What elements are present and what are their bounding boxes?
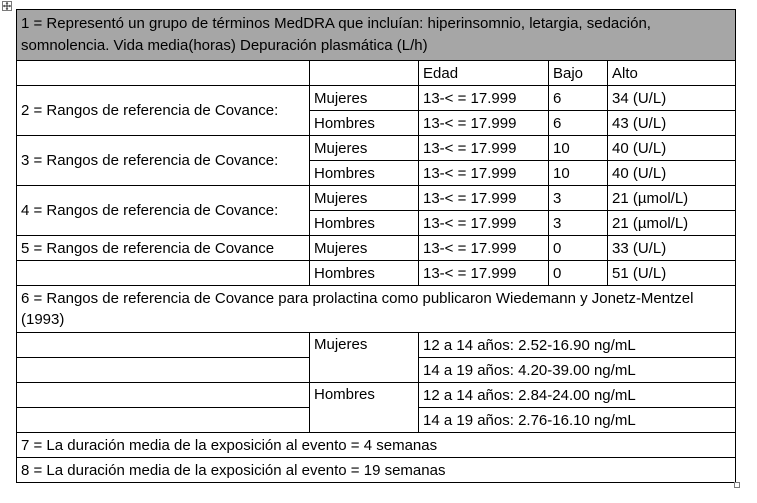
table-row (17, 61, 736, 86)
edad-cell: 13-< = 17.999 (419, 111, 549, 136)
footnote-8: 8 = La duración media de la exposición al evento = 19 semanas (17, 458, 736, 483)
alto-cell: 40 (U/L) (608, 136, 736, 161)
footnote-5-label: 5 = Rangos de referencia de Covance (17, 236, 310, 261)
empty-cell (17, 383, 310, 408)
edad-cell: 13-< = 17.999 (419, 136, 549, 161)
alto-cell: 43 (U/L) (608, 111, 736, 136)
sex-cell: Mujeres (310, 86, 419, 111)
edad-cell: 13-< = 17.999 (419, 261, 549, 286)
footnote-2-label: 2 = Rangos de referencia de Covance: (17, 86, 310, 136)
prolactin-hombres: Hombres (310, 383, 419, 433)
bajo-cell: 6 (549, 86, 608, 111)
sex-cell: Hombres (310, 261, 419, 286)
sex-cell: Hombres (310, 211, 419, 236)
header-edad: Edad (419, 61, 549, 86)
prolactin-mujeres: Mujeres (310, 333, 419, 383)
table-row (17, 261, 736, 286)
empty-cell (17, 358, 310, 383)
prolactin-range: 14 a 19 años: 2.76-16.10 ng/mL (419, 408, 736, 433)
footnote-1: 1 = Representó un grupo de términos MedDRA que incluían: hiperinsomnio, letargia, sedación, somnolencia. Vida media(horas) Depuración plasmática (L/h) (17, 10, 736, 61)
table-row (17, 333, 736, 358)
alto-cell: 33 (U/L) (608, 236, 736, 261)
sex-cell: Hombres (310, 161, 419, 186)
empty-cell (17, 408, 310, 433)
table-row (17, 236, 736, 261)
sex-cell: Mujeres (310, 136, 419, 161)
header-alto: Alto (608, 61, 736, 86)
footnotes-table (16, 9, 736, 483)
edad-cell: 13-< = 17.999 (419, 161, 549, 186)
sex-cell: Mujeres (310, 186, 419, 211)
table-row (17, 433, 736, 458)
table-row (17, 86, 736, 111)
alto-cell: 51 (U/L) (608, 261, 736, 286)
footnote-3-label: 3 = Rangos de referencia de Covance: (17, 136, 310, 186)
bajo-cell: 10 (549, 136, 608, 161)
edad-cell: 13-< = 17.999 (419, 236, 549, 261)
table-move-handle-icon[interactable] (2, 1, 12, 11)
prolactin-range: 12 a 14 años: 2.84-24.00 ng/mL (419, 383, 736, 408)
table-row (17, 383, 736, 408)
footnote-4-label: 4 = Rangos de referencia de Covance: (17, 186, 310, 236)
footnote-7: 7 = La duración media de la exposición al evento = 4 semanas (17, 433, 736, 458)
edad-cell: 13-< = 17.999 (419, 211, 549, 236)
table-resize-handle-icon[interactable] (734, 482, 740, 488)
table-row (17, 186, 736, 211)
edad-cell: 13-< = 17.999 (419, 186, 549, 211)
table-row (17, 286, 736, 333)
bajo-cell: 0 (549, 236, 608, 261)
alto-cell: 21 (µmol/L) (608, 186, 736, 211)
bajo-cell: 3 (549, 186, 608, 211)
alto-cell: 21 (µmol/L) (608, 211, 736, 236)
prolactin-range: 12 a 14 años: 2.52-16.90 ng/mL (419, 333, 736, 358)
empty-cell (17, 333, 310, 358)
empty-cell (310, 61, 419, 86)
sex-cell: Mujeres (310, 236, 419, 261)
alto-cell: 40 (U/L) (608, 161, 736, 186)
table-row (17, 136, 736, 161)
prolactin-range: 14 a 19 años: 4.20-39.00 ng/mL (419, 358, 736, 383)
table-row (17, 10, 736, 61)
alto-cell: 34 (U/L) (608, 86, 736, 111)
empty-cell (17, 261, 310, 286)
table-row (17, 458, 736, 483)
header-bajo: Bajo (549, 61, 608, 86)
edad-cell: 13-< = 17.999 (419, 86, 549, 111)
footnote-6: 6 = Rangos de referencia de Covance para prolactina como publicaron Wiedemann y Jonetz-Mentzel (1993) (17, 286, 736, 333)
empty-cell (17, 61, 310, 86)
bajo-cell: 6 (549, 111, 608, 136)
sex-cell: Hombres (310, 111, 419, 136)
bajo-cell: 0 (549, 261, 608, 286)
bajo-cell: 10 (549, 161, 608, 186)
bajo-cell: 3 (549, 211, 608, 236)
